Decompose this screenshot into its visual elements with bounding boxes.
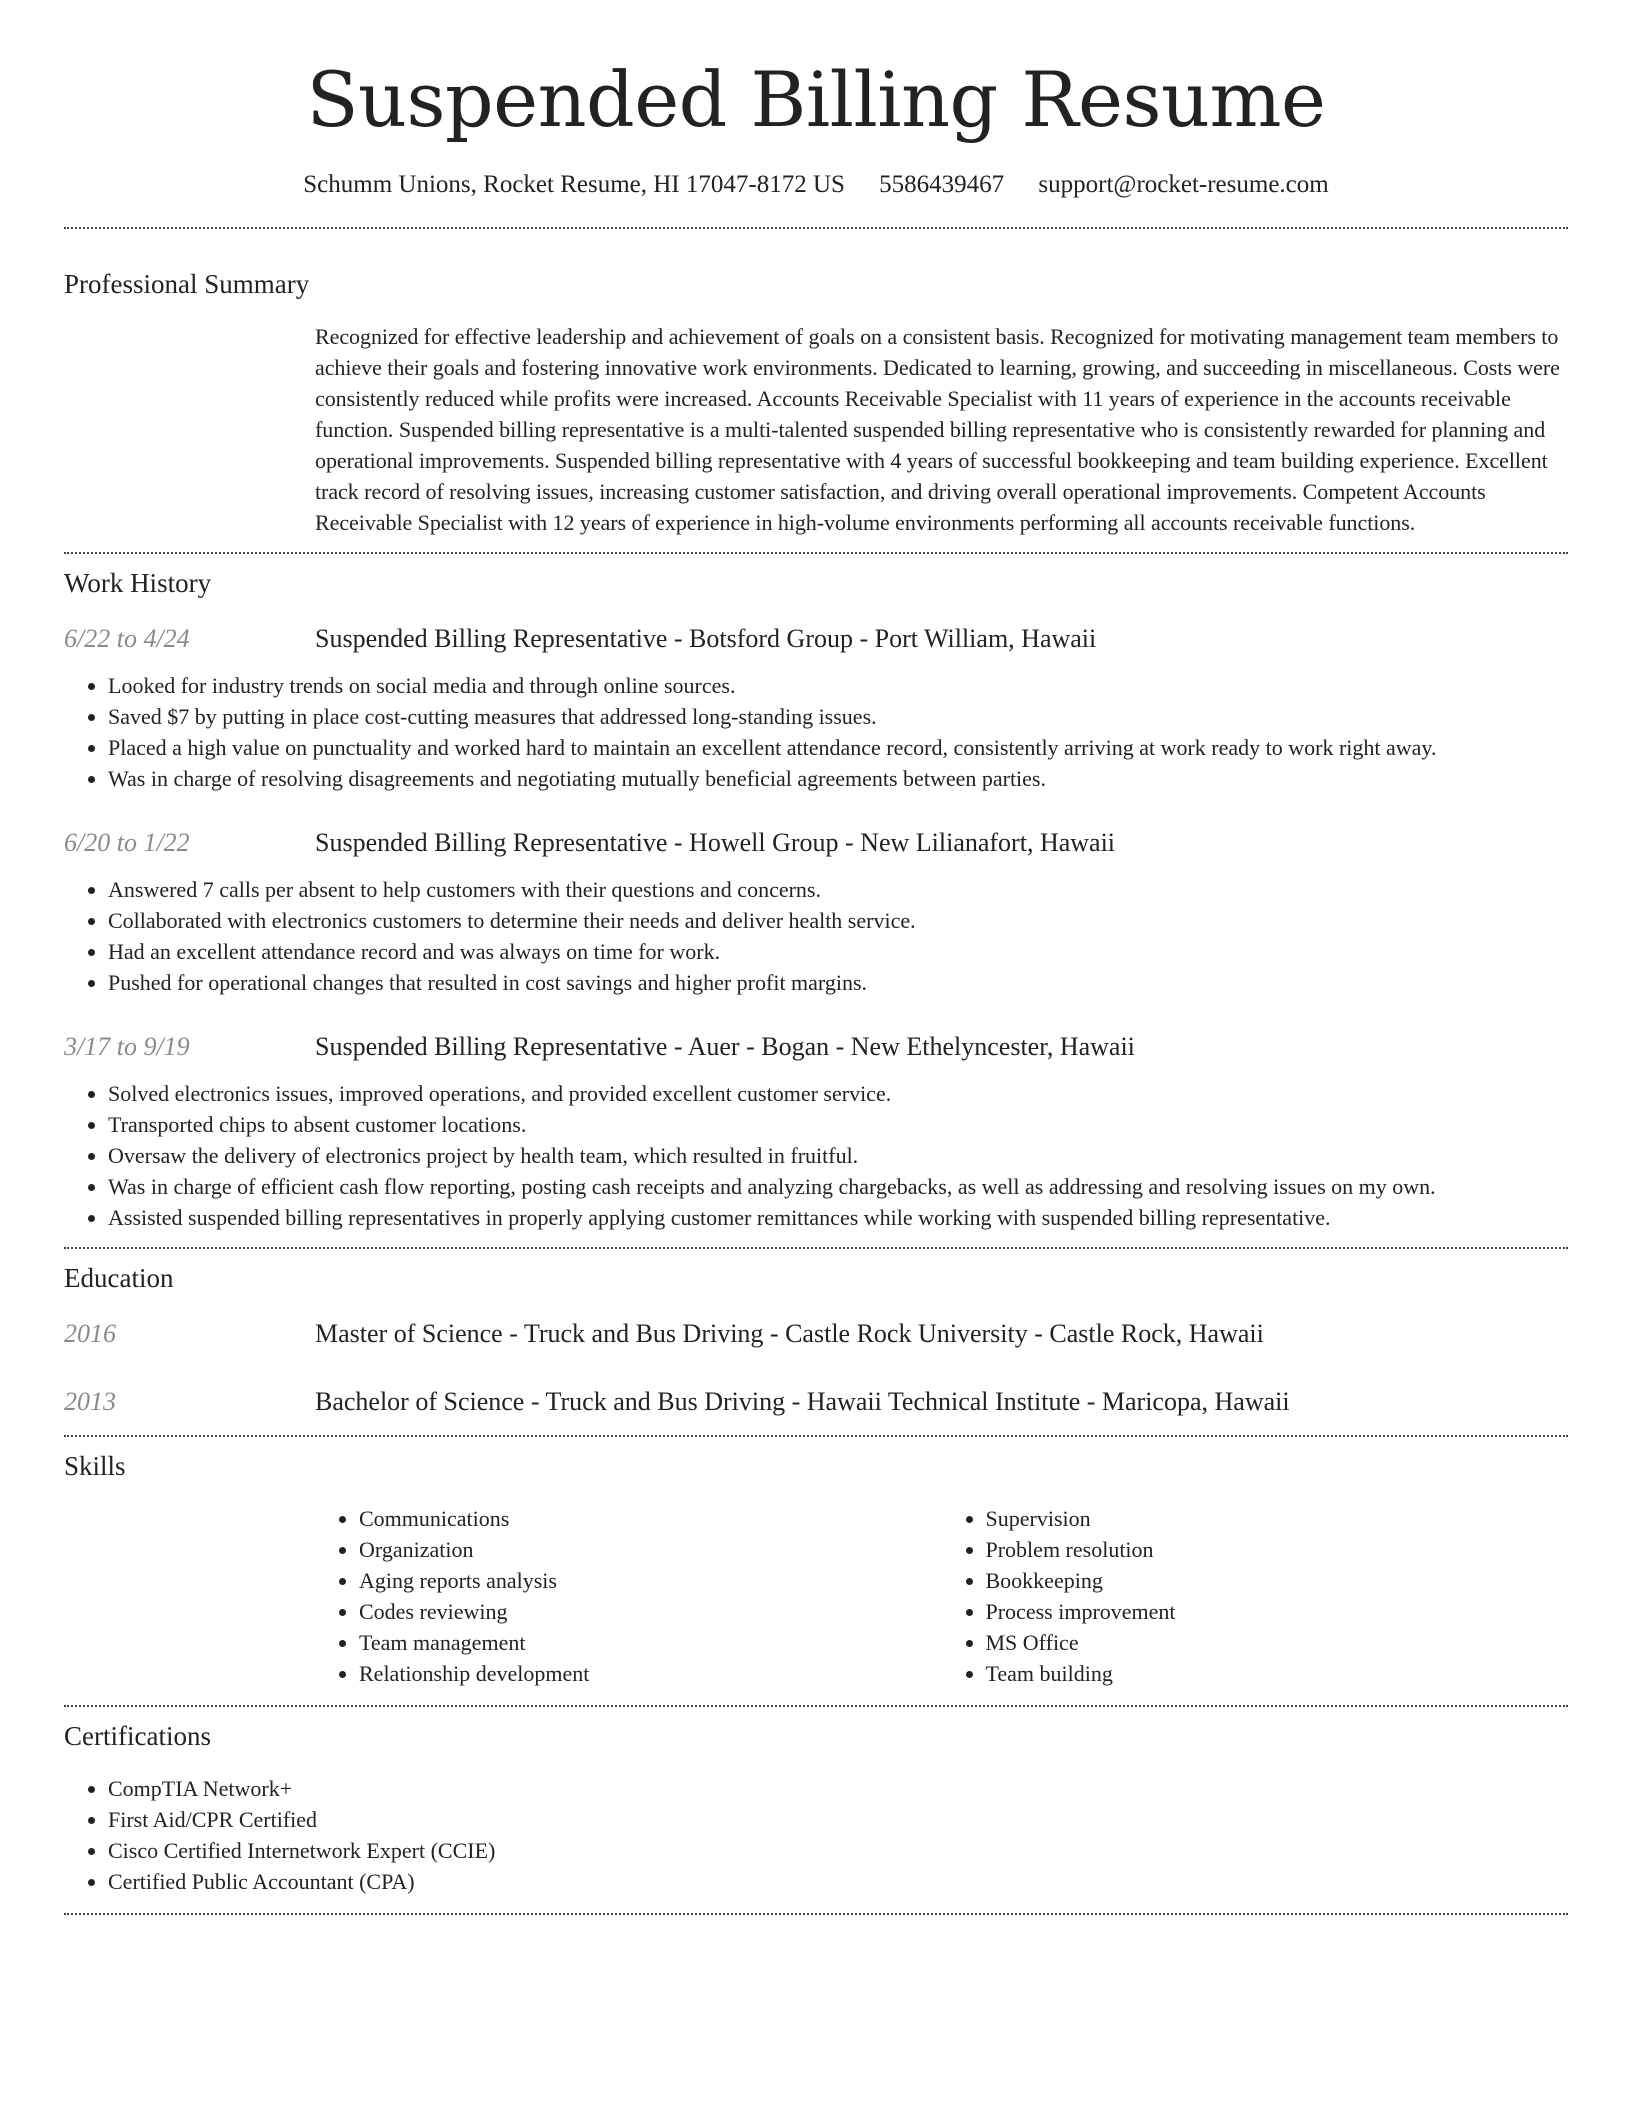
job-bullets	[64, 670, 1568, 794]
list-item: • Oversaw the delivery of electronics project by health team, which resulted in fruitful.	[108, 1140, 1568, 1171]
skills-list-left	[315, 1503, 942, 1689]
education-year: 2016	[64, 1319, 116, 1348]
list-item: • Bookkeeping	[986, 1565, 1569, 1596]
skills-columns	[315, 1503, 1568, 1689]
list-item: • Team building	[986, 1658, 1569, 1689]
list-item: • Was in charge of efficient cash flow reporting, posting cash receipts and analyzing chargebacks, as well as addressing and resolving issues on my own.	[108, 1171, 1568, 1202]
contact-address: Schumm Unions, Rocket Resume, HI 17047-8172 US	[303, 171, 845, 198]
resume-page	[64, 0, 1568, 1915]
education-entry	[64, 1317, 1568, 1351]
skills-list-right	[942, 1503, 1569, 1689]
certifications-heading: Certifications	[64, 1721, 211, 1751]
list-item: • Placed a high value on punctuality and worked hard to maintain an excellent attendance record, consistently arriving at work ready to work right away.	[108, 732, 1568, 763]
work-heading: Work History	[64, 568, 212, 598]
work-section	[64, 566, 1568, 1233]
education-degree: Bachelor of Science - Truck and Bus Driving - Hawaii Technical Institute - Maricopa, Hawaii	[315, 1387, 1290, 1416]
contact-line	[64, 168, 1568, 202]
list-item: • First Aid/CPR Certified	[108, 1804, 1568, 1835]
job-entry	[64, 826, 1568, 998]
list-item: • Supervision	[986, 1503, 1569, 1534]
divider	[64, 227, 1568, 229]
job-dates: 3/17 to 9/19	[64, 1032, 190, 1061]
resume-title: Suspended Billing Resume	[306, 55, 1326, 144]
education-degree: Master of Science - Truck and Bus Driving - Castle Rock University - Castle Rock, Hawaii	[315, 1319, 1264, 1348]
divider	[64, 552, 1568, 554]
job-entry	[64, 1030, 1568, 1233]
list-item: • Aging reports analysis	[359, 1565, 942, 1596]
job-bullets	[64, 874, 1568, 998]
education-year: 2013	[64, 1387, 116, 1416]
contact-email: support@rocket-resume.com	[1038, 171, 1329, 198]
divider	[64, 1705, 1568, 1707]
job-entry	[64, 622, 1568, 794]
list-item: • Team management	[359, 1627, 942, 1658]
list-item: • CompTIA Network+	[108, 1773, 1568, 1804]
skills-heading: Skills	[64, 1451, 126, 1481]
list-item: • Had an excellent attendance record and was always on time for work.	[108, 936, 1568, 967]
list-item: • Process improvement	[986, 1596, 1569, 1627]
list-item: • Certified Public Accountant (CPA)	[108, 1866, 1568, 1897]
education-section	[64, 1261, 1568, 1419]
job-title: Suspended Billing Representative - Howell Group - New Lilianafort, Hawaii	[315, 828, 1116, 857]
list-item: • Relationship development	[359, 1658, 942, 1689]
divider	[64, 1435, 1568, 1437]
education-heading: Education	[64, 1263, 174, 1293]
list-item: • Answered 7 calls per absent to help customers with their questions and concerns.	[108, 874, 1568, 905]
contact-phone: 5586439467	[879, 171, 1005, 198]
job-dates: 6/22 to 4/24	[64, 624, 190, 653]
summary-heading: Professional Summary	[64, 269, 310, 299]
list-item: • Assisted suspended billing representatives in properly applying customer remittances while working with suspended billing representative.	[108, 1202, 1568, 1233]
job-bullets	[64, 1078, 1568, 1233]
list-item: • Solved electronics issues, improved operations, and provided excellent customer service.	[108, 1078, 1568, 1109]
job-title: Suspended Billing Representative - Auer - Bogan - New Ethelyncester, Hawaii	[315, 1032, 1135, 1061]
certifications-section	[64, 1719, 1568, 1897]
list-item: • Looked for industry trends on social media and through online sources.	[108, 670, 1568, 701]
list-item: • Saved $7 by putting in place cost-cutting measures that addressed long-standing issues.	[108, 701, 1568, 732]
summary-text: Recognized for effective leadership and achievement of goals on a consistent basis. Recognized for motivating management team members to achieve their goals and fostering innovative work environments. Dedicated to learning, growing, and succeeding in miscellaneous. Costs were consistently reduced while profits were increased. Accounts Receivable Specialist with 11 years of experience in the accounts receivable function. Suspended billing representative is a multi-talented suspended billing representative who is consistently rewarded for planning and operational improvements. Suspended billing representative with 4 years of successful bookkeeping and team building experience. Excellent track record of resolving issues, increasing customer satisfaction, and driving overall operational improvements. Competent Accounts Receivable Specialist with 12 years of experience in high-volume environments performing all accounts receivable functions.	[315, 324, 1560, 535]
certifications-list	[64, 1773, 1568, 1897]
list-item: • Cisco Certified Internetwork Expert (CCIE)	[108, 1835, 1568, 1866]
list-item: • MS Office	[986, 1627, 1569, 1658]
list-item: • Communications	[359, 1503, 942, 1534]
list-item: • Codes reviewing	[359, 1596, 942, 1627]
list-item: • Organization	[359, 1534, 942, 1565]
divider	[64, 1913, 1568, 1915]
list-item: • Problem resolution	[986, 1534, 1569, 1565]
summary-section	[64, 267, 1568, 538]
divider	[64, 1247, 1568, 1249]
list-item: • Pushed for operational changes that resulted in cost savings and higher profit margins.	[108, 967, 1568, 998]
education-entry	[64, 1385, 1568, 1419]
job-dates: 6/20 to 1/22	[64, 828, 190, 857]
list-item: • Collaborated with electronics customers to determine their needs and deliver health service.	[108, 905, 1568, 936]
job-title: Suspended Billing Representative - Botsford Group - Port William, Hawaii	[315, 624, 1097, 653]
skills-section	[64, 1449, 1568, 1689]
list-item: • Transported chips to absent customer locations.	[108, 1109, 1568, 1140]
list-item: • Was in charge of resolving disagreements and negotiating mutually beneficial agreements between parties.	[108, 763, 1568, 794]
